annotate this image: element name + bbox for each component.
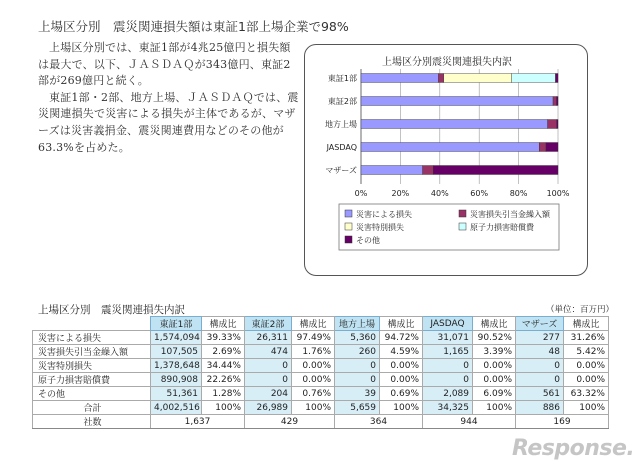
document-title: 上場区分別 震災関連損失額は東証1部上場企業で98% (38, 19, 349, 34)
legend-swatch (345, 223, 352, 230)
amount-cell: 1,574,094 (151, 331, 202, 345)
table-row (33, 373, 609, 387)
ratio-cell: 0.00% (473, 373, 516, 387)
total-ratio-cell: 100% (292, 401, 335, 415)
ratio-cell: 97.49% (292, 331, 335, 345)
table-row (33, 387, 609, 401)
legend-label: 災害による損失 (356, 210, 412, 219)
x-tick-label: 100% (546, 189, 570, 198)
bar-segment (553, 97, 556, 106)
amount-cell: 561 (516, 387, 564, 401)
category-label: 地方上場 (325, 120, 357, 129)
amount-cell: 51,361 (151, 387, 202, 401)
ratio-cell: 0.00% (292, 373, 335, 387)
ratio-cell: 0.00% (473, 359, 516, 373)
row-label: 災害損失引当金繰入額 (33, 345, 151, 359)
body-paragraph-1: 上場区分別では、東証1部が4兆25億円と損失額は最大で、以下、ＪＡＳＤＡＱが343億円、東証2部が269億円と続く。 (38, 41, 291, 88)
ratio-cell: 90.52% (473, 331, 516, 345)
ratio-cell: 0.00% (380, 359, 423, 373)
header-category: 東証1部 (151, 317, 202, 331)
bar-segment (557, 120, 558, 129)
amount-cell: 260 (335, 345, 380, 359)
header-category: JASDAQ (423, 317, 473, 331)
ratio-cell: 3.39% (473, 345, 516, 359)
row-label: 原子力損害賠償費 (33, 373, 151, 387)
amount-cell: 2,089 (423, 387, 473, 401)
legend-label: その他 (356, 236, 380, 245)
bar-segment (423, 166, 434, 175)
table-row (33, 345, 609, 359)
ratio-cell: 1.28% (202, 387, 245, 401)
total-amount-cell: 5,659 (335, 401, 380, 415)
amount-cell: 0 (335, 373, 380, 387)
legend-label: 災害損失引当金繰入額 (470, 210, 550, 219)
bar-segment (557, 97, 558, 106)
bar-segment (361, 97, 553, 106)
table-total-row (33, 401, 609, 415)
header-ratio: 構成比 (202, 317, 245, 331)
watermark-logo: Response. (512, 436, 635, 461)
total-ratio-cell: 100% (202, 401, 245, 415)
x-tick-label: 80% (509, 189, 528, 198)
legend-swatch (459, 210, 466, 217)
bar-segment (512, 74, 556, 83)
table-title: 上場区分別 震災関連損失内訳 (38, 304, 185, 316)
amount-cell: 474 (245, 345, 292, 359)
total-amount-cell: 26,989 (245, 401, 292, 415)
legend-swatch (345, 236, 352, 243)
header-ratio: 構成比 (473, 317, 516, 331)
company-count-cell: 364 (335, 415, 423, 429)
x-tick-label: 0% (354, 189, 368, 198)
loss-table (32, 316, 609, 429)
header-corner (33, 317, 151, 331)
ratio-cell: 1.76% (292, 345, 335, 359)
ratio-cell: 31.26% (564, 331, 609, 345)
category-label: 東証1部 (327, 74, 357, 83)
row-label: その他 (33, 387, 151, 401)
ratio-cell: 0.76% (292, 387, 335, 401)
header-ratio: 構成比 (564, 317, 609, 331)
table-count-row (33, 415, 609, 429)
amount-cell: 277 (516, 331, 564, 345)
amount-cell: 107,505 (151, 345, 202, 359)
x-tick-label: 60% (470, 189, 489, 198)
company-count-cell: 169 (516, 415, 609, 429)
ratio-cell: 39.33% (202, 331, 245, 345)
amount-cell: 0 (335, 359, 380, 373)
bar-segment (361, 74, 438, 83)
amount-cell: 1,165 (423, 345, 473, 359)
amount-cell: 0 (516, 373, 564, 387)
amount-cell: 0 (423, 359, 473, 373)
bar-segment (548, 120, 557, 129)
bar-segment (361, 143, 539, 152)
bar-segment (555, 74, 558, 83)
amount-cell: 0 (423, 373, 473, 387)
row-label: 災害特別損失 (33, 359, 151, 373)
bar-segment (361, 120, 548, 129)
body-paragraph-2: 東証1部・2部、地方上場、ＪＡＳＤＡＱでは、震災関連損失で災害による損失が主体であるが、マザーズは災害義捐金、震災関連費用などのその他が63.3%を占めた。 (38, 90, 299, 154)
amount-cell: 0 (245, 373, 292, 387)
count-label: 社数 (33, 415, 151, 429)
amount-cell: 39 (335, 387, 380, 401)
body-text (38, 40, 300, 156)
chart-title: 上場区分別震災関連損失内訳 (382, 57, 512, 68)
bar-segment (546, 143, 558, 152)
bar-segment (438, 74, 443, 83)
bar-segment (539, 143, 546, 152)
header-ratio: 構成比 (292, 317, 335, 331)
ratio-cell: 0.00% (380, 373, 423, 387)
ratio-cell: 0.00% (292, 359, 335, 373)
ratio-cell: 2.69% (202, 345, 245, 359)
ratio-cell: 22.26% (202, 373, 245, 387)
header-ratio: 構成比 (380, 317, 423, 331)
ratio-cell: 0.00% (564, 373, 609, 387)
total-amount-cell: 886 (516, 401, 564, 415)
stacked-bar-chart (305, 45, 589, 277)
amount-cell: 1,378,648 (151, 359, 202, 373)
legend-label: 原子力損害賠償費 (470, 223, 534, 232)
total-amount-cell: 34,325 (423, 401, 473, 415)
ratio-cell: 4.59% (380, 345, 423, 359)
ratio-cell: 94.72% (380, 331, 423, 345)
category-label: 東証2部 (327, 97, 357, 106)
ratio-cell: 5.42% (564, 345, 609, 359)
ratio-cell: 6.09% (473, 387, 516, 401)
table-row (33, 359, 609, 373)
total-ratio-cell: 100% (473, 401, 516, 415)
bar-segment (361, 166, 423, 175)
legend-swatch (459, 223, 466, 230)
amount-cell: 26,311 (245, 331, 292, 345)
bar-segment (444, 74, 512, 83)
category-label: マザーズ (325, 166, 357, 175)
unit-label: （単位：百万円） (546, 305, 615, 315)
amount-cell: 48 (516, 345, 564, 359)
amount-cell: 31,071 (423, 331, 473, 345)
table-header-row (33, 317, 609, 331)
legend-label: 災害特別損失 (356, 223, 404, 232)
ratio-cell: 34.44% (202, 359, 245, 373)
chart-panel (304, 44, 588, 276)
amount-cell: 0 (245, 359, 292, 373)
amount-cell: 5,360 (335, 331, 380, 345)
amount-cell: 0 (516, 359, 564, 373)
header-category: マザーズ (516, 317, 564, 331)
company-count-cell: 944 (423, 415, 516, 429)
ratio-cell: 0.69% (380, 387, 423, 401)
x-tick-label: 20% (391, 189, 410, 198)
total-amount-cell: 4,002,516 (151, 401, 202, 415)
header-category: 東証2部 (245, 317, 292, 331)
bar-segment (433, 166, 558, 175)
total-label: 合計 (33, 401, 151, 415)
header-category: 地方上場 (335, 317, 380, 331)
table-row (33, 331, 609, 345)
amount-cell: 890,908 (151, 373, 202, 387)
company-count-cell: 429 (245, 415, 335, 429)
ratio-cell: 63.32% (564, 387, 609, 401)
total-ratio-cell: 100% (380, 401, 423, 415)
x-tick-label: 40% (430, 189, 449, 198)
company-count-cell: 1,637 (151, 415, 245, 429)
legend-swatch (345, 210, 352, 217)
row-label: 災害による損失 (33, 331, 151, 345)
ratio-cell: 0.00% (564, 359, 609, 373)
amount-cell: 204 (245, 387, 292, 401)
total-ratio-cell: 100% (564, 401, 609, 415)
category-label: JASDAQ (326, 143, 357, 152)
table-body (33, 331, 609, 429)
